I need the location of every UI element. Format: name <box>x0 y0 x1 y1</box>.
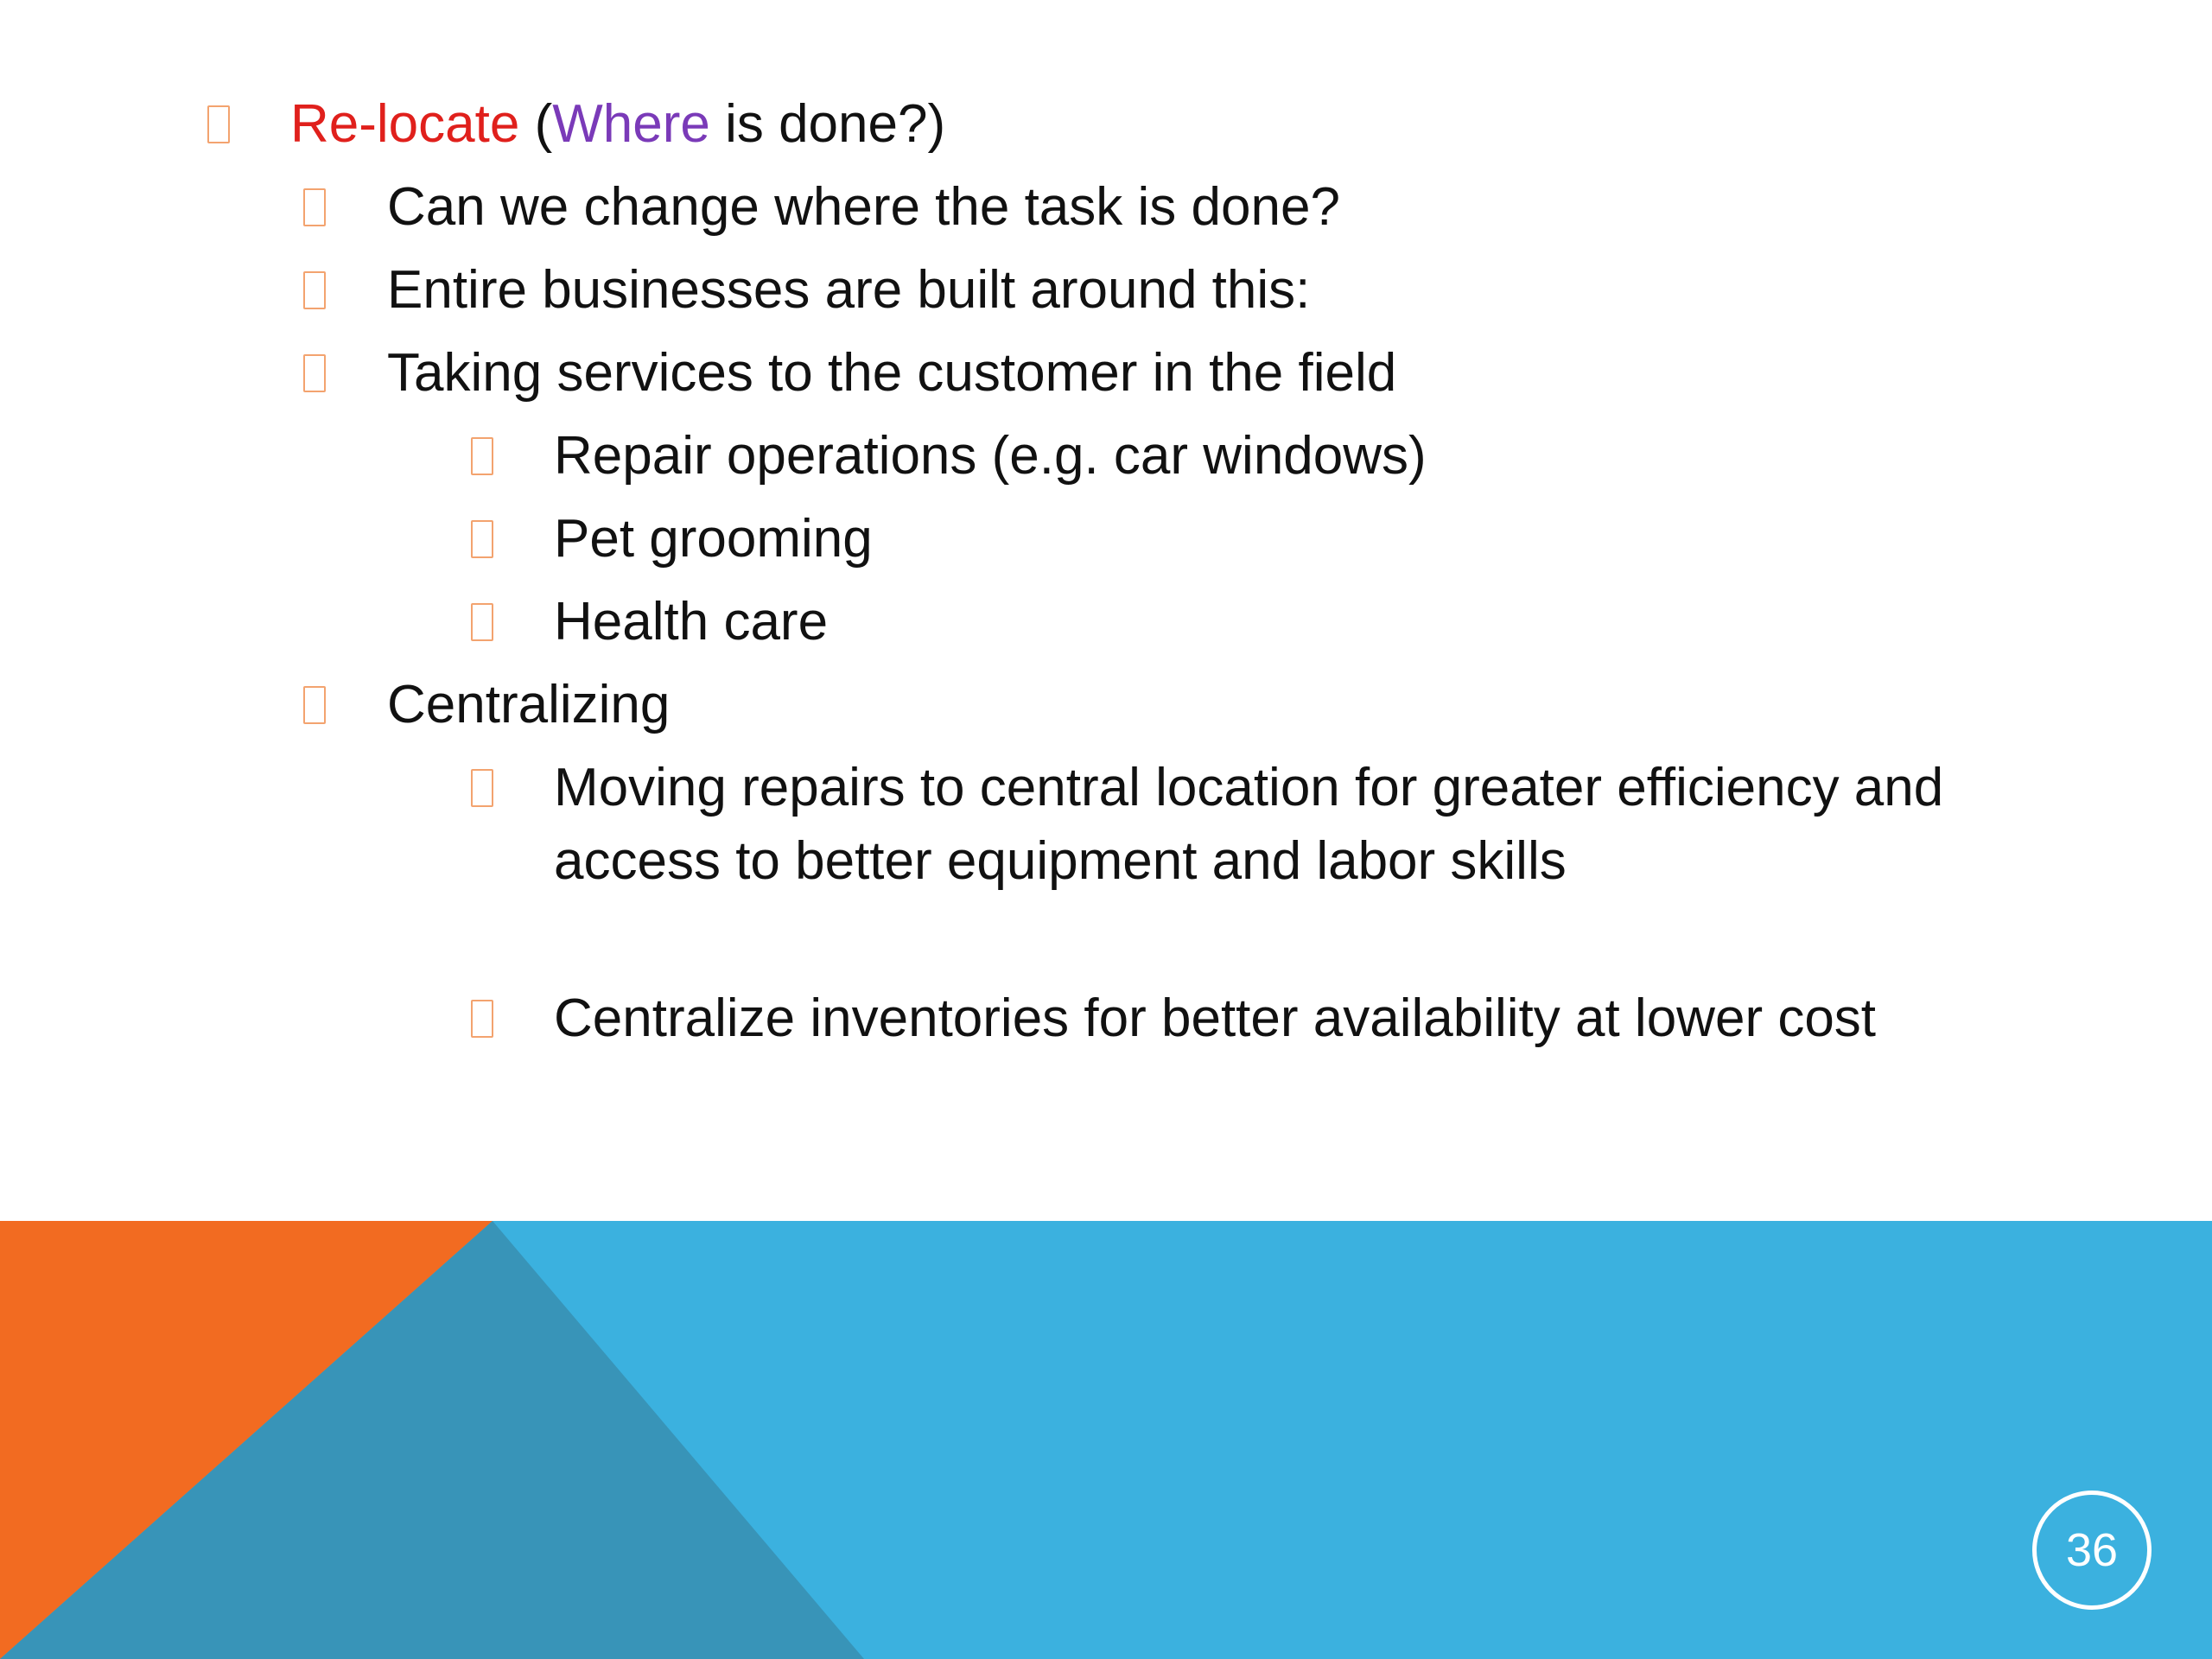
bullet-icon <box>471 437 493 475</box>
bullet-icon <box>303 188 326 226</box>
list-item: Centralizing <box>387 675 671 734</box>
footer-band <box>0 1221 2212 1659</box>
bullet-icon <box>303 271 326 309</box>
bullet-icon <box>303 354 326 392</box>
bullet-icon <box>471 1000 493 1038</box>
footer-graphic <box>0 1221 2212 1659</box>
bullet-icon <box>207 105 230 143</box>
bullet-icon <box>471 769 493 807</box>
list-item: Health care <box>554 592 829 652</box>
bullet-icon <box>471 603 493 641</box>
list-item: Pet grooming <box>554 509 873 569</box>
heading-line <box>290 87 945 161</box>
list-item: Entire businesses are built around this: <box>387 260 1311 320</box>
list-item: Moving repairs to central location for greater efficiency and access to better equipment and labor skills <box>554 758 1944 891</box>
bullet-icon <box>471 520 493 558</box>
list-item: Taking services to the customer in the field <box>387 343 1397 403</box>
heading-where: Where <box>552 94 710 154</box>
page-number: 36 <box>2032 1491 2152 1610</box>
list-item: Centralize inventories for better availability at lower cost <box>554 988 1877 1048</box>
heading-keyword: Re-locate <box>290 94 520 154</box>
bullet-icon <box>303 686 326 724</box>
list-item: Can we change where the task is done? <box>387 177 1340 237</box>
heading-rest: is done?) <box>709 94 946 154</box>
list-item: Repair operations (e.g. car windows) <box>554 426 1427 486</box>
heading-open-paren: ( <box>519 94 553 154</box>
